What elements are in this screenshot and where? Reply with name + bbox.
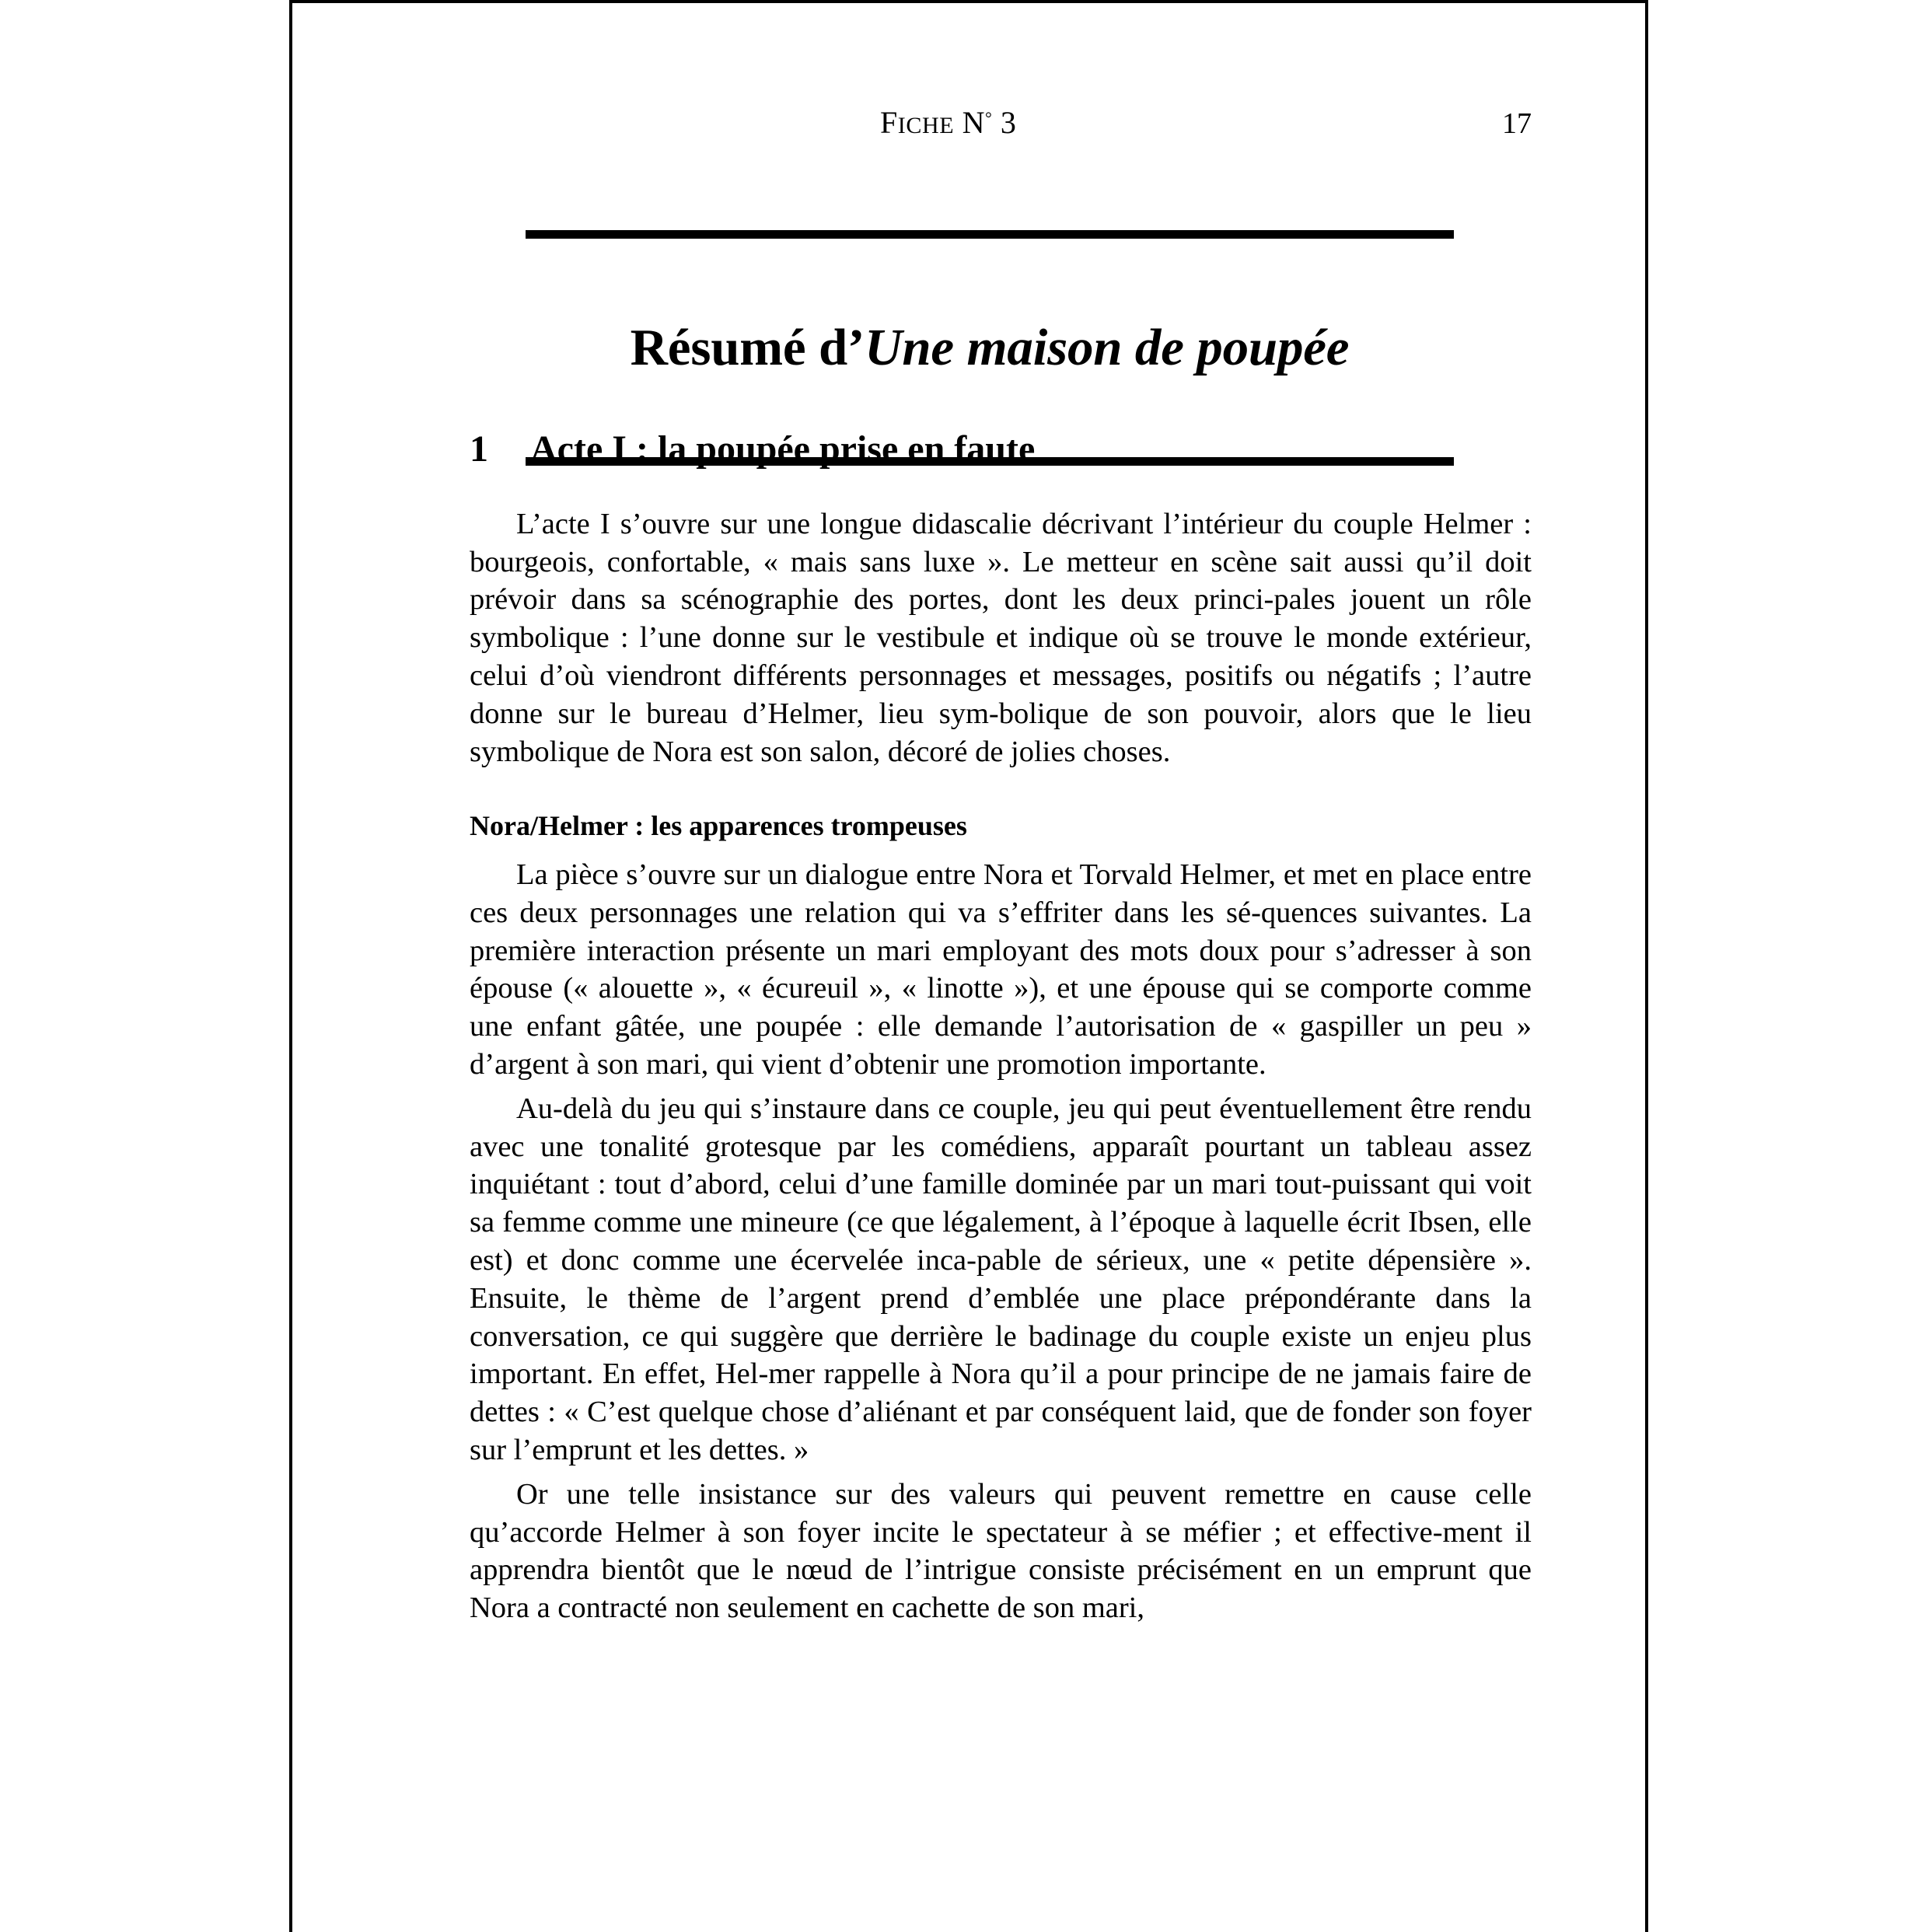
page-content (292, 3, 1645, 1932)
paragraph-1: L’acte I s’ouvre sur une longue didascalie décrivant l’intérieur du couple Helmer : bourgeois, confortable, « mais sans luxe ». Le metteur en scène sait aussi qu’il doit prévoir dans sa scénographie des portes, dont les deux princi-pales jouent un rôle symbolique : l’une donne sur le vestibule et indique où se trouve le monde extérieur, celui d’où viendront différents personnages et messages, positifs ou négatifs ; l’autre donne sur le bureau d’Helmer, lieu sym-bolique de son pouvoir, alors que le lieu symbolique de Nora est son salon, décoré de jolies choses. (470, 507, 1532, 768)
page-title (526, 274, 1454, 422)
degree-icon: ° (985, 107, 993, 128)
page-title-lead: Résumé d’ (630, 318, 865, 376)
spacer (470, 770, 1532, 811)
running-head-number: 3 (1000, 105, 1017, 140)
running-head-fiche-rest: ICHE (897, 113, 955, 138)
spacer (470, 1084, 1532, 1090)
paragraph-3: Au-delà du jeu qui s’instaure dans ce couple, jeu qui peut éventuellement être rendu avec une tonalité grotesque par les comédiens, apparaît pourtant un tableau assez inquiétant : tout d’abord, celui d’une famille dominée par un mari tout-puissant qui voit sa femme comme une mineure (ce que légalement, à l’époque à laquelle écrit Ibsen, elle est) et donc comme une écervelée inca-pable de sérieux, une « petite dépensière ». Ensuite, le thème de l’argent prend d’emblée une place prépondérante dans la conversation, ce qui suggère que derrière le badinage du couple existe un enjeu plus important. En effet, Hel-mer rappelle à Nora qu’il a pour principe de ne jamais faire de dettes : « C’est quelque chose d’aliénant et par conséquent laid, que de fonder son foyer sur l’emprunt et les dettes. » (470, 1092, 1532, 1466)
spacer (470, 842, 1532, 856)
title-rule-top (526, 230, 1454, 239)
page-folio: 17 (1502, 107, 1532, 140)
section-heading-1 (470, 429, 1532, 470)
running-head-title (880, 107, 1016, 138)
text-column (470, 429, 1532, 1627)
running-head-n-cap: N (962, 105, 986, 140)
paragraph-4: Or une telle insistance sur des valeurs qui peuvent remettre en cause celle qu’accorde Helmer à son foyer incite le spectateur à se méfier ; et effective-ment il apprendra bientôt que le nœud de l’intrigue consiste précisément en un emprunt que Nora a contracté non seulement en cachette de son mari, (470, 1477, 1532, 1625)
page-title-work: Une maison de poupée (865, 318, 1350, 376)
running-head-fiche-cap: F (880, 105, 898, 140)
spacer (470, 470, 1532, 505)
section-title: Acte I : la poupée prise en faute (530, 428, 1036, 470)
spacer (470, 1469, 1532, 1476)
running-head (470, 107, 1532, 154)
subsection-heading-1: Nora/Helmer : les apparences trompeuses (470, 810, 967, 842)
page-sheet (289, 0, 1648, 1932)
paragraph-2: La pièce s’ouvre sur un dialogue entre Nora et Torvald Helmer, et met en place entre ces deux personnages une relation qui va s’effriter dans les sé-quences suivantes. La première interaction présente un mari employant des mots doux pour s’adresser à son épouse (« alouette », « écureuil », « linotte »), et une épouse qui se comporte comme une enfant gâtée, une poupée : elle demande l’autorisation de « gaspiller un peu » d’argent à son mari, qui vient d’obtenir une promotion importante. (470, 858, 1532, 1081)
section-number: 1 (470, 428, 488, 470)
